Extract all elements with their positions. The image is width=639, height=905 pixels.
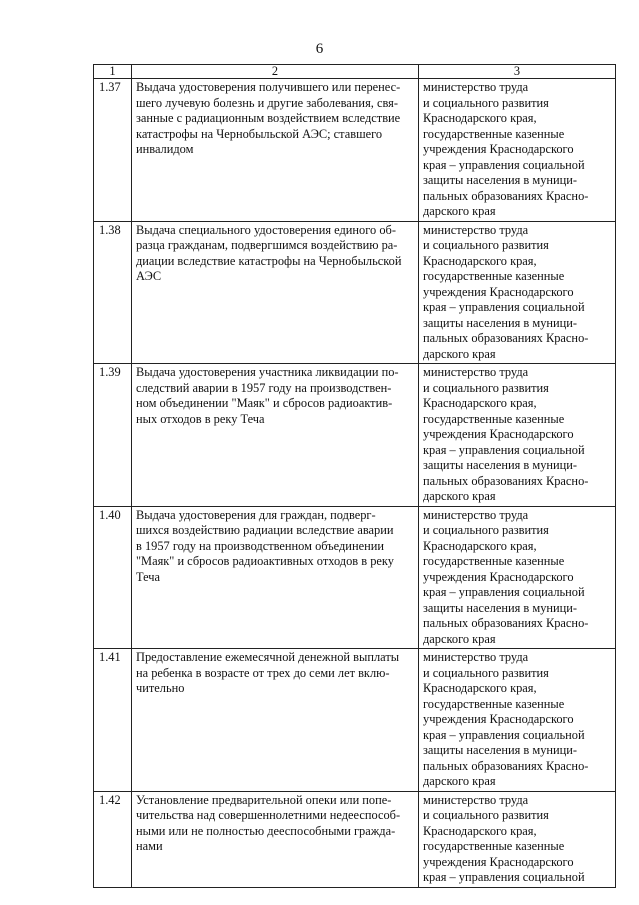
header-col-3: 3 bbox=[419, 65, 616, 79]
table-row bbox=[94, 221, 616, 364]
row-number: 1.41 bbox=[94, 649, 132, 792]
responsible-authority: министерство труда и социального развития Краснодарского края, государственные казенные учреждения Краснодарского края – управления социальной защиты населения в муници- пальных образованиях Красно- дарского края bbox=[419, 649, 616, 792]
service-name: Предоставление ежемесячной денежной выплаты на ребенка в возрасте от трех до семи лет вклю- чительно bbox=[132, 649, 419, 792]
responsible-authority: министерство труда и социального развития Краснодарского края, государственные казенные учреждения Краснодарского края – управления социальной защиты населения в муници- пальных образованиях Красно- дарского края bbox=[419, 506, 616, 649]
services-table bbox=[93, 64, 616, 888]
table-row bbox=[94, 506, 616, 649]
row-number: 1.37 bbox=[94, 79, 132, 222]
service-name: Выдача удостоверения получившего или перенес- шего лучевую болезнь и другие заболевания, свя- занные с радиационным воздействием вследствие катастрофы на Чернобыльской АЭС; ставшего инвалидом bbox=[132, 79, 419, 222]
service-name: Выдача специального удостоверения единого об- разца гражданам, подвергшимся воздействию ра- диации вследствие катастрофы на Чернобыльской АЭС bbox=[132, 221, 419, 364]
header-col-1: 1 bbox=[94, 65, 132, 79]
table-header-row bbox=[94, 65, 616, 79]
page-number: 6 bbox=[315, 41, 324, 57]
responsible-authority: министерство труда и социального развития Краснодарского края, государственные казенные учреждения Краснодарского края – управления социальной защиты населения в муници- пальных образованиях Красно- дарского края bbox=[419, 79, 616, 222]
row-number: 1.39 bbox=[94, 364, 132, 507]
header-col-2: 2 bbox=[132, 65, 419, 79]
table-row bbox=[94, 791, 616, 887]
responsible-authority: министерство труда и социального развития Краснодарского края, государственные казенные учреждения Краснодарского края – управления социальной bbox=[419, 791, 616, 887]
table-row bbox=[94, 364, 616, 507]
service-name: Выдача удостоверения участника ликвидации по- следствий аварии в 1957 году на производствен- ном объединении "Маяк" и сбросов радиоактив- ных отходов в реку Теча bbox=[132, 364, 419, 507]
row-number: 1.42 bbox=[94, 791, 132, 887]
table-row bbox=[94, 79, 616, 222]
responsible-authority: министерство труда и социального развития Краснодарского края, государственные казенные учреждения Краснодарского края – управления социальной защиты населения в муници- пальных образованиях Красно- дарского края bbox=[419, 364, 616, 507]
row-number: 1.38 bbox=[94, 221, 132, 364]
responsible-authority: министерство труда и социального развития Краснодарского края, государственные казенные учреждения Краснодарского края – управления социальной защиты населения в муници- пальных образованиях Красно- дарского края bbox=[419, 221, 616, 364]
row-number: 1.40 bbox=[94, 506, 132, 649]
service-name: Установление предварительной опеки или попе- чительства над совершеннолетними недееспособ- ными или не полностью дееспособными гражда- нами bbox=[132, 791, 419, 887]
table-row bbox=[94, 649, 616, 792]
service-name: Выдача удостоверения для граждан, подверг- шихся воздействию радиации вследствие аварии в 1957 году на производственном объединении "Маяк" и сбросов радиоактивных отходов в реку Теча bbox=[132, 506, 419, 649]
